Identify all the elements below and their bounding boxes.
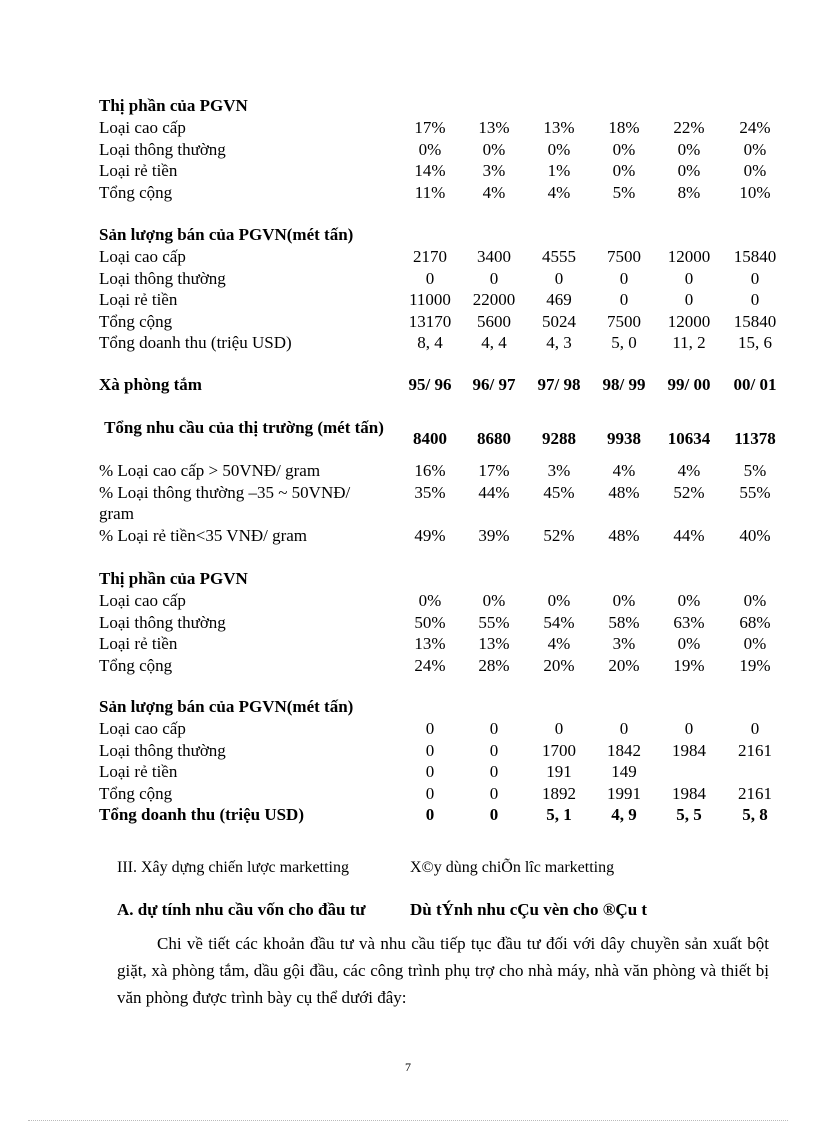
- year-cell: 00/ 01: [733, 375, 777, 394]
- table-cell: 10%: [739, 182, 771, 202]
- table-cell: 19%: [673, 655, 705, 675]
- table-cell: 469: [546, 290, 572, 309]
- table-row: [99, 332, 789, 354]
- table-cell: 0%: [612, 161, 636, 180]
- table-cell: 49%: [414, 526, 446, 545]
- table-cell: 4, 4: [481, 333, 507, 352]
- table-cell: 0: [684, 719, 694, 738]
- table-cell: 0%: [482, 591, 506, 610]
- demand-cell: 9288: [542, 429, 576, 448]
- table-cell: 13170: [408, 311, 452, 331]
- table-row: [99, 268, 789, 290]
- table-cell: 5600: [477, 311, 511, 331]
- table-cell: 0: [425, 268, 435, 288]
- table-cell: 16%: [414, 461, 446, 480]
- table-cell: 5%: [612, 182, 636, 202]
- demand-cell: 8680: [477, 429, 511, 448]
- row-label: % Loại rẻ tiền<35 VNĐ/ gram: [99, 526, 308, 545]
- table-cell: 17%: [414, 118, 446, 137]
- row-label: Loại rẻ tiền: [99, 762, 178, 781]
- table-cell: 8%: [677, 182, 701, 202]
- table-cell: 0: [489, 762, 499, 781]
- table-row: [99, 633, 789, 655]
- table-cell: 4, 9: [611, 805, 637, 824]
- table-row: [99, 525, 789, 547]
- table-cell: 0: [489, 268, 499, 288]
- table-cell: 15840: [733, 311, 777, 331]
- table-row: [99, 139, 789, 161]
- year-cell: 97/ 98: [537, 375, 581, 394]
- table-cell: 0: [750, 719, 760, 738]
- sales-1-title: Sản lượng bán của PGVN(mét tấn): [99, 225, 354, 244]
- table-row: [99, 160, 789, 182]
- table-cell: 5, 8: [742, 805, 768, 824]
- table-cell: 58%: [608, 612, 640, 632]
- table-cell: 0%: [743, 591, 767, 610]
- table-cell: 0%: [418, 139, 442, 159]
- table-cell: 0: [619, 268, 629, 288]
- demand-cell: 11378: [734, 429, 776, 448]
- table-cell: 0%: [743, 139, 767, 159]
- table-cell: 0: [425, 719, 435, 738]
- table-row: [99, 482, 789, 526]
- table-cell: 5, 1: [546, 805, 572, 824]
- row-label: Tổng doanh thu (triệu USD): [99, 333, 292, 352]
- table-cell: 14%: [414, 161, 446, 180]
- sales-2-title: Sản lượng bán của PGVN(mét tấn): [99, 697, 354, 716]
- table-cell: 4%: [482, 182, 506, 202]
- table-cell: 2161: [738, 740, 772, 760]
- table-cell: 63%: [673, 612, 705, 632]
- section-a-heading: A. dự tính nhu cầu vốn cho đầu tư: [117, 900, 366, 919]
- table-cell: 0: [750, 268, 760, 288]
- table-cell: 24%: [739, 118, 771, 137]
- row-label: Loại rẻ tiền: [99, 161, 178, 180]
- table-cell: 4%: [547, 634, 571, 653]
- table-cell: 11%: [414, 182, 446, 202]
- table-cell: 0%: [418, 591, 442, 610]
- table-cell: 0%: [547, 591, 571, 610]
- table-cell: 5, 0: [611, 333, 637, 352]
- table-cell: 1842: [607, 740, 641, 760]
- row-label: % Loại cao cấp > 50VNĐ/ gram: [99, 461, 321, 480]
- soap-year-header-row: [99, 374, 789, 396]
- table-cell: 20%: [543, 655, 575, 675]
- table-cell: 0%: [743, 634, 767, 653]
- table-cell: 5024: [542, 311, 576, 331]
- table-cell: 15, 6: [738, 333, 772, 352]
- table-cell: 24%: [414, 655, 446, 675]
- table-cell: 3%: [612, 634, 636, 653]
- row-label: Loại thông thường: [99, 268, 226, 288]
- table-cell: 45%: [543, 482, 575, 502]
- table-cell: 2161: [738, 783, 772, 803]
- row-label: Loại rẻ tiền: [99, 634, 178, 653]
- table-cell: 55%: [478, 612, 510, 632]
- table-cell: 4%: [677, 461, 701, 480]
- table-row: [99, 804, 789, 826]
- table-row: [99, 117, 789, 139]
- table-cell: 0%: [677, 139, 701, 159]
- table-cell: 19%: [739, 655, 771, 675]
- table-cell: 13%: [478, 118, 510, 137]
- table-cell: 0%: [677, 161, 701, 180]
- table-cell: 22%: [673, 118, 705, 137]
- demand-total-row: [99, 417, 789, 461]
- row-label: Tổng cộng: [99, 783, 173, 803]
- table-cell: 0: [425, 762, 435, 781]
- table-cell: 0: [750, 290, 760, 309]
- table-row: [99, 289, 789, 311]
- table-cell: 35%: [414, 482, 446, 502]
- table-cell: 0: [619, 290, 629, 309]
- table-cell: 28%: [478, 655, 510, 675]
- table-cell: 17%: [478, 461, 510, 480]
- table-cell: 13%: [478, 634, 510, 653]
- demand-total-label: Tổng nhu cầu của thị trường (mét tấn): [104, 418, 384, 437]
- row-label: Loại cao cấp: [99, 719, 186, 738]
- row-label: Tổng cộng: [99, 182, 173, 202]
- table-cell: 13%: [543, 118, 575, 137]
- row-label: Tổng cộng: [99, 311, 173, 331]
- row-label: Loại cao cấp: [99, 247, 186, 266]
- row-label: Loại thông thường: [99, 612, 226, 632]
- table-cell: 20%: [608, 655, 640, 675]
- table-cell: 54%: [543, 612, 575, 632]
- table-cell: 0: [554, 719, 564, 738]
- row-label: % Loại thông thường –35 ~ 50VNĐ/ gram: [99, 482, 351, 523]
- table-cell: 0%: [612, 139, 636, 159]
- row-label: Loại cao cấp: [99, 591, 186, 610]
- table-cell: 0%: [743, 161, 767, 180]
- table-cell: 50%: [414, 612, 446, 632]
- table-cell: 0%: [677, 591, 701, 610]
- table-cell: 7500: [607, 311, 641, 331]
- table-cell: 68%: [739, 612, 771, 632]
- year-cell: 96/ 97: [472, 375, 516, 394]
- table-cell: 48%: [608, 526, 640, 545]
- table-cell: 15840: [733, 247, 777, 266]
- table-cell: 1700: [542, 740, 576, 760]
- table-cell: 4555: [542, 247, 576, 266]
- table-cell: 44%: [673, 526, 705, 545]
- table-row: [99, 718, 789, 740]
- section-a-heading-legacy: Dù tÝnh nhu cÇu vèn cho ®Çu t: [410, 900, 648, 919]
- table-cell: 0: [684, 268, 694, 288]
- table-row: [99, 740, 789, 762]
- table-row: [99, 761, 789, 783]
- table-cell: 0: [619, 719, 629, 738]
- table-cell: 8, 4: [417, 333, 443, 352]
- table-cell: 4%: [612, 461, 636, 480]
- row-label: Tổng cộng: [99, 655, 173, 675]
- demand-cell: 9938: [607, 429, 641, 448]
- table-cell: 149: [611, 762, 637, 781]
- table-cell: 0: [425, 740, 435, 760]
- demand-cell: 8400: [413, 429, 447, 448]
- table-cell: 0: [489, 783, 499, 803]
- table-cell: 22000: [472, 290, 516, 309]
- page-number: 7: [405, 1060, 411, 1074]
- table-cell: 44%: [478, 482, 510, 502]
- table-row: [99, 182, 789, 204]
- table-cell: 52%: [673, 482, 705, 502]
- table-cell: 48%: [608, 482, 640, 502]
- year-cell: 98/ 99: [602, 375, 646, 394]
- year-cell: 99/ 00: [667, 375, 711, 394]
- table-row: [99, 246, 789, 268]
- table-cell: 0: [489, 805, 499, 824]
- table-cell: 13%: [414, 634, 446, 653]
- table-cell: 191: [546, 762, 572, 781]
- table-cell: 0: [425, 805, 435, 824]
- table-row: [99, 655, 789, 677]
- row-label: Loại rẻ tiền: [99, 290, 178, 309]
- table-cell: 5%: [743, 461, 767, 480]
- table-cell: 11000: [409, 290, 451, 309]
- row-label: Loại cao cấp: [99, 118, 186, 137]
- table-cell: 0%: [612, 591, 636, 610]
- market-share-1-title: Thị phần của PGVN: [99, 96, 248, 115]
- table-cell: 0: [489, 740, 499, 760]
- table-cell: 3400: [477, 247, 511, 266]
- table-cell: 1892: [542, 783, 576, 803]
- table-cell: 0%: [547, 139, 571, 159]
- section-3-heading-legacy: X©y dùng chiÕn lîc marketting: [410, 859, 615, 876]
- table-cell: 52%: [543, 526, 575, 545]
- table-cell: 0%: [482, 139, 506, 159]
- market-share-2-title: Thị phần của PGVN: [99, 569, 248, 588]
- table-cell: 4%: [547, 182, 571, 202]
- table-cell: 18%: [608, 118, 640, 137]
- page-border-line: [28, 1120, 788, 1121]
- table-row: [99, 783, 789, 805]
- table-cell: 0: [425, 783, 435, 803]
- table-cell: 0: [554, 268, 564, 288]
- table-row: [99, 590, 789, 612]
- demand-cell: 10634: [667, 429, 711, 448]
- table-cell: 1%: [547, 161, 571, 180]
- table-row: [99, 612, 789, 634]
- table-cell: 0%: [677, 634, 701, 653]
- table-cell: 5, 5: [676, 805, 702, 824]
- table-cell: 55%: [739, 482, 771, 502]
- table-cell: 1984: [672, 783, 706, 803]
- row-label: Tổng doanh thu (triệu USD): [99, 805, 304, 824]
- table-cell: 0: [489, 719, 499, 738]
- table-cell: 3%: [482, 161, 506, 180]
- table-row: [99, 460, 789, 482]
- row-label: Loại thông thường: [99, 740, 226, 760]
- table-cell: 0: [684, 290, 694, 309]
- table-cell: 4, 3: [546, 333, 572, 352]
- table-cell: 1984: [672, 740, 706, 760]
- table-row: [99, 311, 789, 333]
- year-cell: 95/ 96: [408, 375, 452, 394]
- table-cell: 12000: [667, 247, 711, 266]
- table-cell: 11, 2: [672, 333, 706, 352]
- row-label: Loại thông thường: [99, 139, 226, 159]
- soap-header-label: Xà phòng tắm: [99, 375, 202, 394]
- table-cell: 2170: [413, 247, 447, 266]
- table-cell: 3%: [547, 461, 571, 480]
- table-cell: 7500: [607, 247, 641, 266]
- body-paragraph: Chi về tiết các khoản đầu tư và nhu cầu tiếp tục đầu tư đối với dây chuyền sản xuất bột giặt, xà phòng tắm, dầu gội đầu, các công trình phụ trợ cho nhà máy, nhà văn phòng và thiết bị văn phòng được trình bày cụ thể dưới đây:: [117, 934, 769, 1007]
- table-cell: 39%: [478, 526, 510, 545]
- table-cell: 12000: [667, 311, 711, 331]
- table-cell: 40%: [739, 526, 771, 545]
- table-cell: 1991: [607, 783, 641, 803]
- section-3-heading: III. Xây dựng chiến lược marketting: [117, 859, 349, 876]
